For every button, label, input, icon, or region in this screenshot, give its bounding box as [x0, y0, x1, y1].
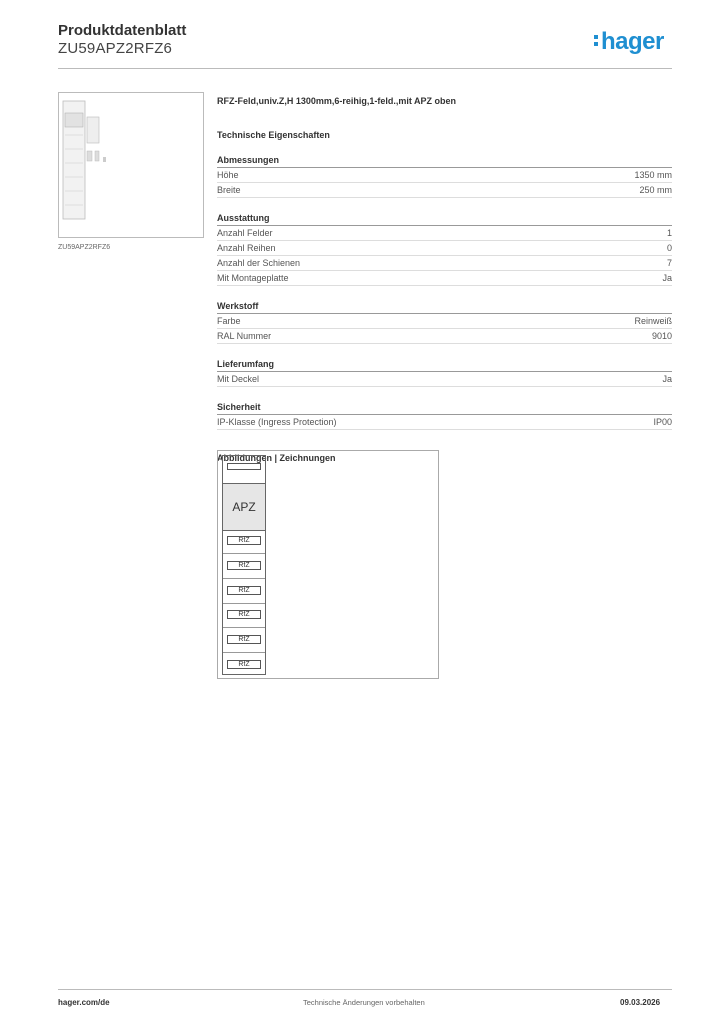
group-title: Lieferumfang	[217, 359, 672, 372]
spec-row	[217, 271, 672, 286]
footer-date: 09.03.2026	[620, 998, 661, 1007]
logo-text: hager	[601, 28, 664, 55]
spec-value: Ja	[662, 273, 672, 283]
spec-label: Anzahl Reihen	[217, 243, 276, 253]
page-title: Produktdatenblatt	[58, 22, 187, 39]
spec-label: Anzahl der Schienen	[217, 258, 301, 268]
spec-value: 1350 mm	[634, 170, 672, 180]
spec-row	[217, 329, 672, 344]
product-description: RFZ-Feld,univ.Z,H 1300mm,6-reihig,1-feld.,mit APZ oben	[217, 96, 457, 106]
spec-value: 9010	[651, 331, 672, 341]
spec-label: IP-Klasse (Ingress Protection)	[217, 417, 337, 427]
spec-value: 250 mm	[639, 185, 672, 195]
group-material	[217, 301, 672, 344]
spec-label: Mit Montageplatte	[217, 273, 289, 283]
spec-value: 7	[666, 258, 672, 268]
spec-label: RAL Nummer	[217, 331, 272, 341]
spec-label: Höhe	[217, 170, 239, 180]
rfz-field: RfZ	[227, 561, 261, 570]
spec-row	[217, 256, 672, 271]
spec-row	[217, 168, 672, 183]
spec-label: Mit Deckel	[217, 374, 260, 384]
top-slot	[227, 463, 261, 470]
spec-value: Ja	[662, 374, 672, 384]
spec-value: Reinweiß	[634, 316, 672, 326]
product-code: ZU59APZ2RFZ6	[58, 40, 173, 57]
footer-website-link[interactable]: hager.com/de	[58, 998, 110, 1007]
field-divider	[223, 553, 265, 554]
drawing-column	[222, 455, 266, 675]
field-divider	[223, 652, 265, 653]
spec-label: Anzahl Felder	[217, 228, 273, 238]
product-details	[217, 96, 672, 463]
footer-divider	[58, 989, 672, 990]
field-divider	[223, 578, 265, 579]
image-caption: ZU59APZ2RFZ6	[58, 244, 111, 251]
product-image	[58, 92, 204, 238]
spec-row	[217, 314, 672, 329]
spec-label: Breite	[217, 185, 241, 195]
spec-row	[217, 241, 672, 256]
spec-row	[217, 415, 672, 430]
field-divider	[223, 603, 265, 604]
rfz-field: RfZ	[227, 635, 261, 644]
field-divider	[223, 627, 265, 628]
rfz-field: RfZ	[227, 536, 261, 545]
spec-row	[217, 226, 672, 241]
footer-disclaimer: Technische Änderungen vorbehalten	[303, 998, 425, 1007]
spec-value: 0	[666, 243, 672, 253]
group-title: Werkstoff	[217, 301, 672, 314]
hager-logo	[594, 28, 664, 56]
group-title: Sicherheit	[217, 402, 672, 415]
group-title: Ausstattung	[217, 213, 672, 226]
tech-heading: Technische Eigenschaften	[217, 130, 330, 140]
apz-field: APZ	[223, 483, 265, 531]
spec-value: 1	[666, 228, 672, 238]
spec-label: Farbe	[217, 316, 241, 326]
group-delivery	[217, 359, 672, 387]
rfz-field: RfZ	[227, 660, 261, 669]
technical-drawing	[217, 450, 439, 679]
spec-row	[217, 183, 672, 198]
logo-dots-icon	[594, 32, 599, 49]
group-equipment	[217, 213, 672, 286]
header-divider	[58, 68, 672, 69]
group-dimensions	[217, 155, 672, 198]
rfz-field: RfZ	[227, 586, 261, 595]
spec-row	[217, 372, 672, 387]
group-title: Abmessungen	[217, 155, 672, 168]
group-safety	[217, 402, 672, 430]
rfz-field: RfZ	[227, 610, 261, 619]
drawings-heading: Abbildungen | Zeichnungen	[217, 453, 336, 463]
spec-value: IP00	[653, 417, 672, 427]
